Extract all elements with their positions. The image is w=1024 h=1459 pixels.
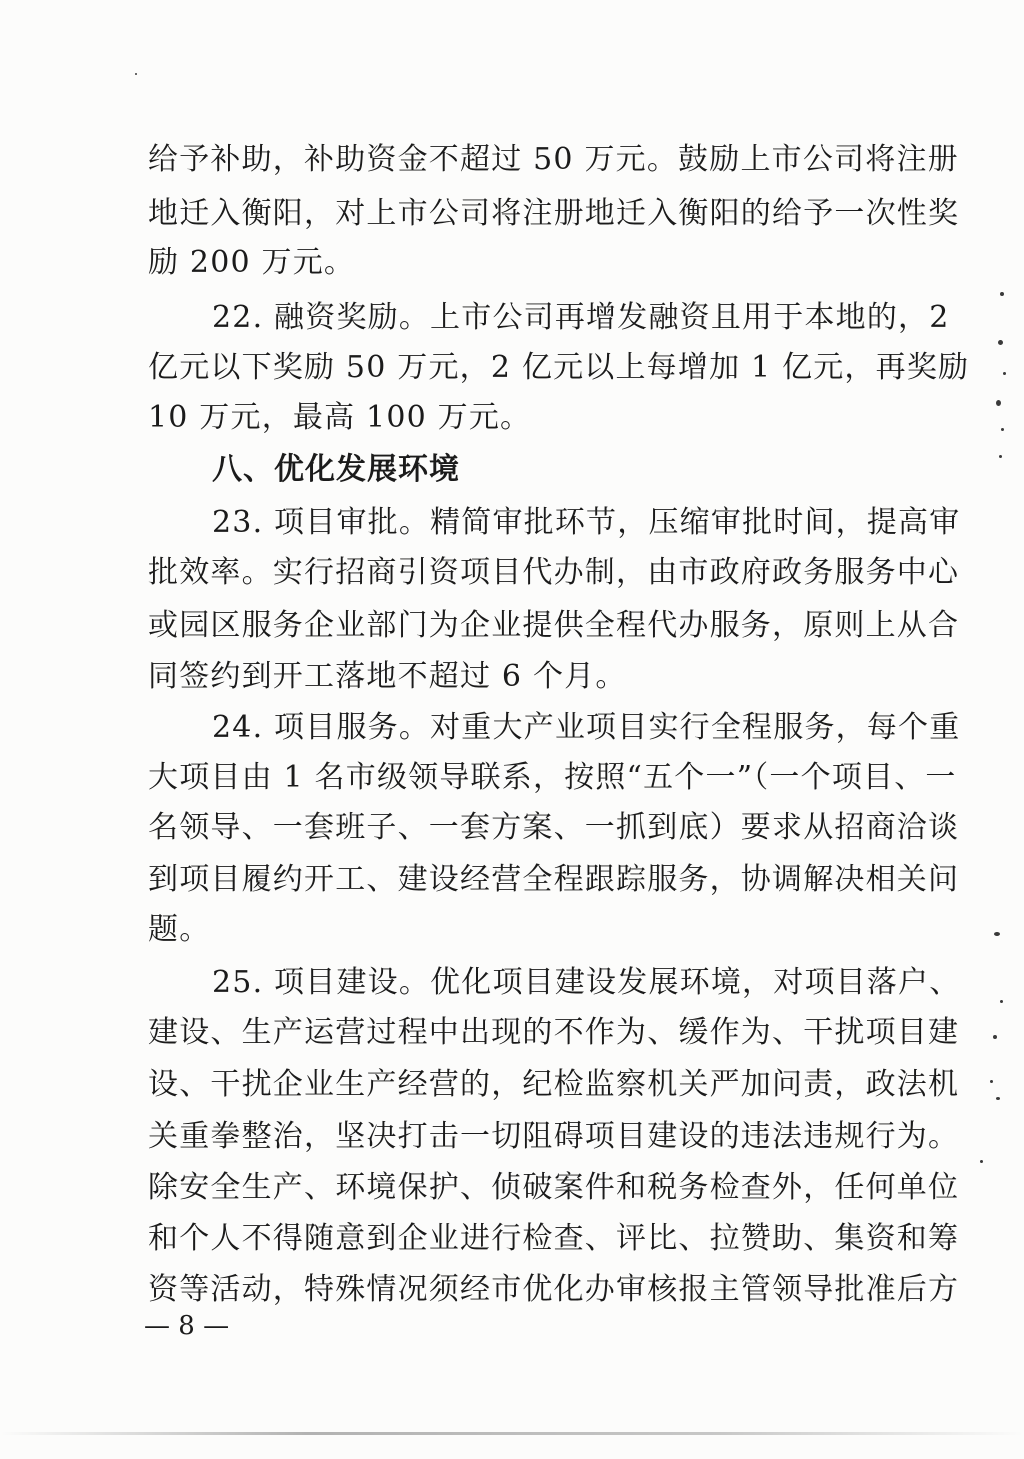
scan-speck <box>135 73 137 75</box>
text-line: 或园区服务企业部门为企业提供全程代办服务，原则上从合 <box>148 608 960 643</box>
text-line: 同签约到开工落地不超过 6 个月。 <box>148 659 627 694</box>
scan-speck <box>996 1097 1000 1100</box>
text-line: 到项目履约开工、建设经营全程跟踪服务，协调解决相关问 <box>148 862 960 897</box>
page-number: — 8 — <box>144 1311 230 1341</box>
text-line: 地迁入衡阳，对上市公司将注册地迁入衡阳的给予一次性奖 <box>148 196 960 231</box>
text-line: 设、干扰企业生产经营的，纪检监察机关严加问责，政法机 <box>148 1067 960 1102</box>
text-line: 建设、生产运营过程中出现的不作为、缓作为、干扰项目建 <box>148 1015 960 1050</box>
scan-speck <box>980 1160 983 1163</box>
scan-speck <box>990 1080 993 1083</box>
scan-speck <box>999 455 1002 458</box>
section-heading: 八、优化发展环境 <box>212 452 460 487</box>
text-line: 名领导、一套班子、一套方案、一抓到底）要求从招商洽谈 <box>148 810 960 845</box>
text-line: 亿元以下奖励 50 万元，2 亿元以上每增加 1 亿元，再奖励 <box>148 350 970 385</box>
paragraph-22-start: 22. 融资奖励。上市公司再增发融资且用于本地的，2 <box>212 300 950 335</box>
scan-speck <box>1000 292 1004 296</box>
text-line: 给予补助，补助资金不超过 50 万元。鼓励上市公司将注册 <box>148 142 959 177</box>
paragraph-24-start: 24. 项目服务。对重大产业项目实行全程服务，每个重 <box>212 710 961 745</box>
text-line: 资等活动，特殊情况须经市优化办审核报主管领导批准后方 <box>148 1272 960 1307</box>
text-line: 批效率。实行招商引资项目代办制，由市政府政务服务中心 <box>148 555 960 590</box>
text-line: 题。 <box>148 912 211 947</box>
scan-speck <box>994 932 1000 936</box>
scan-speck <box>998 340 1003 345</box>
paragraph-25-start: 25. 项目建设。优化项目建设发展环境，对项目落户、 <box>212 965 961 1000</box>
text-line: 除安全生产、环境保护、侦破案件和税务检查外，任何单位 <box>148 1170 960 1205</box>
scan-speck <box>1000 1000 1003 1003</box>
paragraph-23-start: 23. 项目审批。精简审批环节，压缩审批时间，提高审 <box>212 505 961 540</box>
scan-speck <box>993 1035 997 1039</box>
scan-speck <box>1001 428 1004 431</box>
scan-speck <box>996 400 1001 406</box>
scan-edge-line <box>0 1432 1024 1435</box>
text-line: 大项目由 1 名市级领导联系，按照“五个一”（一个项目、一 <box>148 760 957 795</box>
text-line: 和个人不得随意到企业进行检查、评比、拉赞助、集资和筹 <box>148 1221 960 1256</box>
text-line: 10 万元，最高 100 万元。 <box>148 400 532 435</box>
text-line: 励 200 万元。 <box>148 245 356 280</box>
scan-speck <box>1003 372 1006 375</box>
text-line: 关重拳整治，坚决打击一切阻碍项目建设的违法违规行为。 <box>148 1119 960 1154</box>
